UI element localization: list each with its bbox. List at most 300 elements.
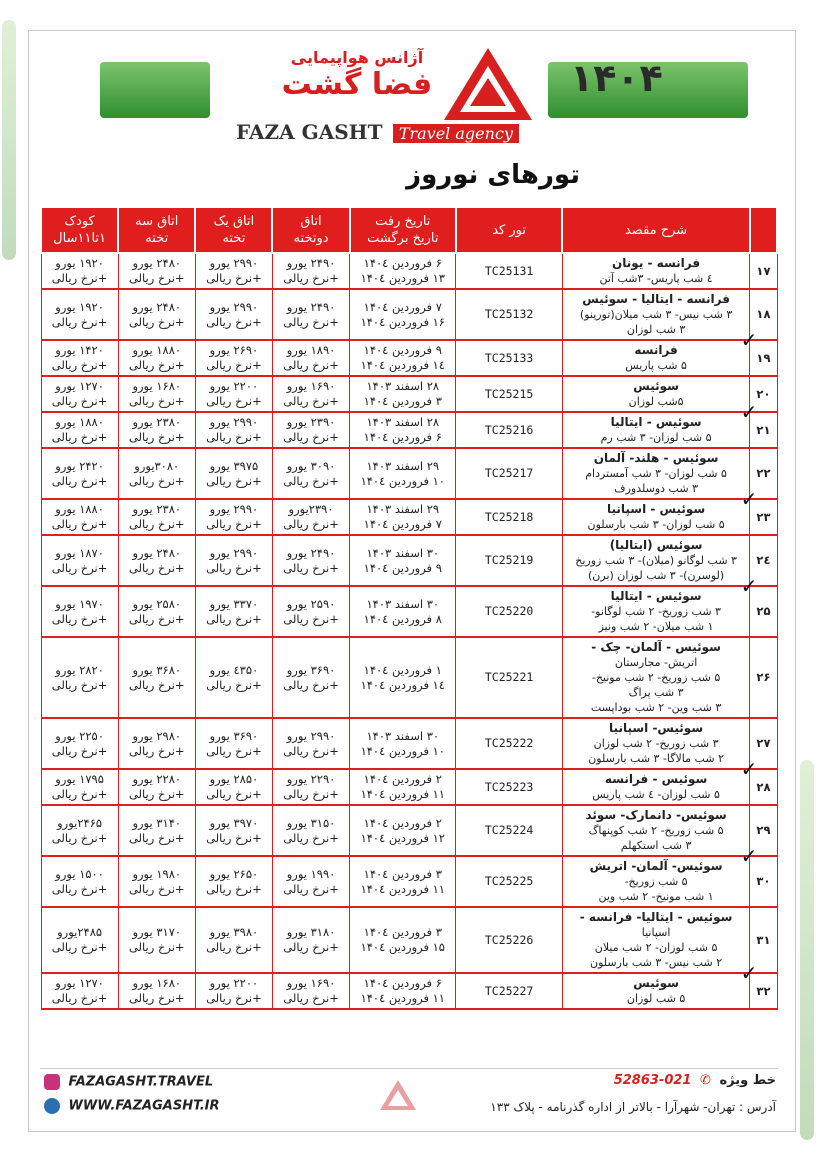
price-child-rial: +نرخ ریالی xyxy=(51,358,108,372)
brand-name-fa: فضا گشت xyxy=(281,67,433,102)
price-triple xyxy=(118,973,195,1009)
table-row[interactable] xyxy=(41,253,777,289)
price-single-rial: +نرخ ریالی xyxy=(206,430,262,444)
table-row[interactable] xyxy=(41,535,777,586)
price-double-euro: ۲۳۹۰ یورو xyxy=(286,415,336,429)
price-single-euro: ۳۳۷۰ یورو xyxy=(209,596,259,611)
footer-divider xyxy=(40,1068,778,1069)
decorative-vine-left xyxy=(2,20,16,260)
price-single xyxy=(195,340,272,376)
price-child xyxy=(41,718,118,769)
destination-detail: ۵ شب زوریخ- ۲ شب مونیخ- xyxy=(591,671,721,684)
row-number-text: ۲۲ xyxy=(756,466,771,480)
dates-cell xyxy=(350,805,456,856)
instagram-link[interactable] xyxy=(44,1074,213,1090)
destination-detail: ۳ شب زوریخ- ۲ شب لوگانو- xyxy=(591,605,721,618)
price-double xyxy=(272,253,349,289)
price-triple-rial: +نرخ ریالی xyxy=(128,560,185,575)
price-double-euro: ۲۴۹۰ یورو xyxy=(286,256,336,270)
price-triple-euro: ۳۱۴۰ یورو xyxy=(132,815,182,830)
price-double xyxy=(272,340,349,376)
destination-title: سوئیس (ایتالیا) xyxy=(609,538,703,552)
price-double-rial: +نرخ ریالی xyxy=(283,430,339,444)
price-triple-euro: ۲۴۸۰ یورو xyxy=(132,545,182,560)
row-number-text: ۲۱ xyxy=(756,422,771,437)
destination-cell xyxy=(562,637,750,718)
price-double xyxy=(272,907,349,973)
row-number-text: ۳۲ xyxy=(756,983,771,998)
dates-cell xyxy=(350,973,456,1009)
price-triple-rial: +نرخ ریالی xyxy=(128,611,185,626)
hotline-number[interactable]: 021-52863 xyxy=(613,1073,692,1088)
price-double-euro: ۲۳۹۰یورو xyxy=(288,502,334,516)
dates-cell xyxy=(350,499,456,535)
tour-code-text: TC25217 xyxy=(484,466,534,480)
price-triple xyxy=(118,535,195,586)
destination-title: سوئیس - ایتالیا- فرانسه - xyxy=(579,910,733,924)
price-single-rial: +نرخ ریالی xyxy=(206,394,262,408)
price-child xyxy=(41,586,118,637)
price-single xyxy=(195,907,272,973)
price-double-rial: +نرخ ریالی xyxy=(283,940,339,954)
price-double-rial: +نرخ ریالی xyxy=(283,830,339,845)
price-child-rial: +نرخ ریالی xyxy=(51,830,108,845)
price-triple xyxy=(118,718,195,769)
tour-code xyxy=(456,340,562,376)
price-triple xyxy=(118,412,195,448)
tour-code xyxy=(456,535,562,586)
price-single-rial: +نرخ ریالی xyxy=(206,830,262,845)
tour-code xyxy=(456,499,562,535)
price-child-rial: +نرخ ریالی xyxy=(51,314,108,329)
tour-code xyxy=(456,805,562,856)
dates-cell xyxy=(350,535,456,586)
price-child-rial: +نرخ ریالی xyxy=(51,560,108,575)
destination-title: سوئیس - هلند- آلمان xyxy=(593,451,719,465)
return-date: ۷ فروردین ۱۴۰٤ xyxy=(363,517,442,531)
decorative-vine-right xyxy=(800,760,814,1140)
tour-code-text: TC25227 xyxy=(484,983,534,998)
price-double xyxy=(272,769,349,805)
price-double-euro: ۱۶۹۰ یورو xyxy=(286,976,336,990)
price-double-euro: ۱۸۹۰ یورو xyxy=(286,343,336,357)
price-triple-rial: +نرخ ریالی xyxy=(128,394,185,408)
header-double-room: اتاق دوتخته xyxy=(272,207,349,253)
destination-detail: ۵ شب زوریخ- ۲ شب کوپنهاگ xyxy=(588,824,724,837)
row-number-text: ۲۹ xyxy=(756,823,771,837)
destination-title: سوئیس- آلمان- اتریش xyxy=(589,859,723,873)
price-single-rial: +نرخ ریالی xyxy=(206,517,262,531)
price-triple-euro: ۱۶۸۰ یورو xyxy=(132,379,182,393)
brand-name-en-row xyxy=(236,120,519,144)
price-single-rial: +نرخ ریالی xyxy=(206,881,262,896)
return-date: ۱۱ فروردین ۱۴۰٤ xyxy=(360,881,445,896)
tour-code xyxy=(456,907,562,973)
destination-title: سوئیس - ایتالیا xyxy=(610,589,702,603)
tour-code-text: TC25215 xyxy=(484,386,534,401)
row-number-text: ۲٤ xyxy=(756,553,771,567)
price-double-rial: +نرخ ریالی xyxy=(283,991,339,1005)
row-number-text: ۲۷ xyxy=(756,736,771,750)
price-single-rial: +نرخ ریالی xyxy=(206,314,262,329)
tour-code xyxy=(456,253,562,289)
price-single-rial: +نرخ ریالی xyxy=(206,611,262,626)
footer-logo-icon xyxy=(378,1078,418,1112)
destination-cell xyxy=(562,253,750,289)
price-double-euro: ۳۱۵۰ یورو xyxy=(286,815,336,830)
price-double xyxy=(272,376,349,412)
price-child xyxy=(41,637,118,718)
price-child-rial: +نرخ ریالی xyxy=(51,940,108,954)
table-body xyxy=(41,253,777,1009)
destination-detail: ۵ شب پاریس xyxy=(625,359,687,372)
destination-cell xyxy=(562,400,758,448)
price-child-euro: ۲۴۸۵یورو xyxy=(57,925,103,939)
destination-detail: (لوسرن)- ۳ شب لوزان (برن) xyxy=(588,569,725,582)
price-child xyxy=(41,805,118,856)
header-single-room: اتاق یک تخته xyxy=(195,207,272,253)
price-child-euro: ۲۴۶۵یورو xyxy=(57,815,103,830)
table-row[interactable] xyxy=(41,289,777,340)
destination-cell xyxy=(562,535,750,586)
destination-detail: اتریش- مجارستان xyxy=(614,656,698,669)
price-child-rial: +نرخ ریالی xyxy=(51,271,108,285)
price-double-rial: +نرخ ریالی xyxy=(283,881,339,896)
price-triple xyxy=(118,856,195,907)
table-row[interactable] xyxy=(41,637,777,718)
price-single-euro: ۲۹۹۰ یورو xyxy=(209,415,259,429)
departure-date: ۳۰ اسفند ۱۴۰۳ xyxy=(366,596,440,611)
price-child-rial: +نرخ ریالی xyxy=(51,473,108,488)
price-double xyxy=(272,805,349,856)
header-description: شرح مقصد xyxy=(562,207,750,253)
tour-code xyxy=(456,412,562,448)
price-child xyxy=(41,499,118,535)
tour-code-text: TC25219 xyxy=(484,553,534,567)
price-child-euro: ۱۲۷۰ یورو xyxy=(55,379,104,393)
price-double xyxy=(272,289,349,340)
table-row[interactable] xyxy=(41,769,777,805)
globe-icon xyxy=(44,1098,60,1114)
departure-date: ۳ فروردین ۱۴۰٤ xyxy=(363,925,442,939)
price-single xyxy=(195,718,272,769)
destination-detail: ۵ شب زوریخ- xyxy=(624,875,688,888)
price-single xyxy=(195,637,272,718)
price-triple xyxy=(118,253,195,289)
price-double-rial: +نرخ ریالی xyxy=(283,677,339,692)
departure-date: ۳۰ اسفند ۱۴۰۳ xyxy=(366,728,440,743)
destination-cell xyxy=(562,718,750,769)
destination-detail: ۲ شب مالاگا- ۳ شب بارسلون xyxy=(588,752,724,765)
header-dates: تاریخ رفت تاریخ برگشت xyxy=(350,207,456,253)
price-double-rial: +نرخ ریالی xyxy=(283,560,339,575)
price-single-rial: +نرخ ریالی xyxy=(206,940,262,954)
brand-title xyxy=(278,48,436,103)
price-triple-rial: +نرخ ریالی xyxy=(128,991,185,1005)
price-single-euro: ۳۹۷۵ یورو xyxy=(209,458,259,473)
destination-cell xyxy=(562,907,750,973)
price-child-rial: +نرخ ریالی xyxy=(51,394,108,408)
price-child-rial: +نرخ ریالی xyxy=(51,517,108,531)
price-triple-euro: ۲۴۸۰ یورو xyxy=(132,256,182,270)
table-row[interactable] xyxy=(41,448,777,499)
destination-title: سوئیس- دانمارک- سوئد xyxy=(585,808,727,822)
table-row[interactable] xyxy=(41,907,777,973)
destination-cell xyxy=(562,376,750,412)
price-double xyxy=(272,637,349,718)
price-single-rial: +نرخ ریالی xyxy=(206,787,262,801)
return-date: ۱۱ فروردین ۱۴۰٤ xyxy=(360,991,445,1005)
departure-date: ۱ فروردین ۱۴۰٤ xyxy=(363,662,442,677)
price-triple-euro: ۲۴۸۰ یورو xyxy=(132,299,182,314)
departure-date: ۲۹ اسفند ۱۴۰۳ xyxy=(366,502,440,516)
price-double-rial: +نرخ ریالی xyxy=(283,517,339,531)
price-child xyxy=(41,412,118,448)
return-date: ۱٤ فروردین ۱۴۰٤ xyxy=(360,677,445,692)
price-child-euro: ۱۵۰۰ یورو xyxy=(55,866,104,881)
price-double-euro: ۲۲۹۰ یورو xyxy=(286,772,336,786)
table-row[interactable] xyxy=(41,718,777,769)
price-double-euro: ۱۶۹۰ یورو xyxy=(286,379,336,393)
row-number-text: ۳۰ xyxy=(756,874,771,888)
price-double-rial: +نرخ ریالی xyxy=(283,611,339,626)
price-single xyxy=(195,289,272,340)
tour-code-text: TC25220 xyxy=(484,604,534,618)
price-triple-rial: +نرخ ریالی xyxy=(128,881,185,896)
price-triple xyxy=(118,499,195,535)
row-number-text: ۱۸ xyxy=(756,307,771,321)
price-child-rial: +نرخ ریالی xyxy=(51,881,108,896)
price-triple-rial: +نرخ ریالی xyxy=(128,677,185,692)
table-row[interactable] xyxy=(41,805,777,856)
destination-title: سوئیس - ایتالیا xyxy=(610,415,702,429)
nowruz-sabzeh-left xyxy=(100,62,210,118)
row-number-text: ۲۶ xyxy=(756,670,771,684)
price-triple xyxy=(118,907,195,973)
departure-date: ۲ فروردین ۱۴۰٤ xyxy=(363,815,442,830)
price-child xyxy=(41,907,118,973)
tour-code-text: TC25225 xyxy=(484,874,534,888)
price-triple xyxy=(118,769,195,805)
table-row[interactable] xyxy=(41,340,777,376)
row-number xyxy=(750,637,777,718)
instagram-handle: FAZAGASHT.TRAVEL xyxy=(68,1074,214,1090)
table-row[interactable] xyxy=(41,973,777,1009)
price-child-euro: ۱۹۷۰ یورو xyxy=(55,596,104,611)
price-child-euro: ۲۸۲۰ یورو xyxy=(55,662,104,677)
return-date: ۱۵ فروردین ۱۴۰٤ xyxy=(360,940,445,954)
price-double-euro: ۳۱۸۰ یورو xyxy=(286,925,336,939)
price-triple-euro: ۳۰۸۰یورو xyxy=(134,458,180,473)
price-double-euro: ۲۵۹۰ یورو xyxy=(286,596,336,611)
row-number-text: ۳۱ xyxy=(756,932,771,947)
price-double xyxy=(272,718,349,769)
check-icon: ✓ xyxy=(740,487,758,511)
tour-code xyxy=(456,718,562,769)
price-single-euro: ۲۹۹۰ یورو xyxy=(209,299,259,314)
price-double-euro: ۱۹۹۰ یورو xyxy=(286,866,336,881)
tour-code-text: TC25221 xyxy=(484,670,534,684)
tour-code-text: TC25131 xyxy=(484,263,534,278)
phone-icon: ✆ xyxy=(700,1073,711,1088)
price-single xyxy=(195,856,272,907)
destination-detail: اسپانیا xyxy=(641,926,671,939)
destination-title: سوئیس xyxy=(633,379,679,393)
tour-code-text: TC25224 xyxy=(484,823,534,837)
price-single xyxy=(195,499,272,535)
tour-code-text: TC25132 xyxy=(484,307,534,321)
departure-date: ۶ فروردین ۱۴۰٤ xyxy=(363,976,442,990)
price-triple-euro: ۲۳۸۰ یورو xyxy=(132,502,182,516)
destination-cell xyxy=(562,805,750,856)
dates-cell xyxy=(350,769,456,805)
price-child-rial: +نرخ ریالی xyxy=(51,430,108,444)
price-triple-euro: ۱۶۸۰ یورو xyxy=(132,976,182,990)
price-triple xyxy=(118,376,195,412)
price-single-euro: ۲۹۹۰ یورو xyxy=(209,545,259,560)
price-double-rial: +نرخ ریالی xyxy=(283,394,339,408)
tour-code xyxy=(456,289,562,340)
destination-detail: ۳ شب دوسلدورف xyxy=(614,482,698,495)
price-triple xyxy=(118,805,195,856)
destination-detail: ٤ شب پاریس- ۳شب آتن xyxy=(599,272,713,285)
price-triple xyxy=(118,637,195,718)
price-triple-euro: ۲۳۸۰ یورو xyxy=(132,415,182,429)
return-date: ۱۱ فروردین ۱۴۰٤ xyxy=(360,787,445,801)
price-single-euro: ۳۹۸۰ یورو xyxy=(209,925,259,939)
dates-cell xyxy=(350,856,456,907)
tour-code xyxy=(456,376,562,412)
dates-cell xyxy=(350,253,456,289)
price-child-rial: +نرخ ریالی xyxy=(51,611,108,626)
price-child-rial: +نرخ ریالی xyxy=(51,677,108,692)
price-triple xyxy=(118,289,195,340)
price-double-rial: +نرخ ریالی xyxy=(283,787,339,801)
return-date: ۱۰ فروردین ۱۴۰٤ xyxy=(360,473,445,488)
price-single-euro: ۲۹۹۰ یورو xyxy=(209,256,259,270)
price-child-euro: ۲۲۵۰ یورو xyxy=(55,728,104,743)
price-single xyxy=(195,769,272,805)
price-double-rial: +نرخ ریالی xyxy=(283,358,339,372)
departure-date: ۳۰ اسفند ۱۴۰۳ xyxy=(366,545,440,560)
price-single xyxy=(195,376,272,412)
table-header-row xyxy=(41,207,777,253)
price-double xyxy=(272,535,349,586)
year-label: ۱۴۰۴ xyxy=(570,56,663,100)
price-child-rial: +نرخ ریالی xyxy=(51,991,108,1005)
destination-detail: ۱ شب میلان- ۲ شب ونیز xyxy=(598,620,714,633)
hotline xyxy=(614,1073,776,1088)
price-child-euro: ۱۹۲۰ یورو xyxy=(55,256,104,270)
destination-detail: ۵ شب لوزان- ۳ شب رم xyxy=(600,431,712,444)
table-row[interactable] xyxy=(41,412,777,448)
departure-date: ۷ فروردین ۱۴۰٤ xyxy=(363,299,442,314)
price-double xyxy=(272,856,349,907)
price-single-euro: ۲۶۵۰ یورو xyxy=(209,866,259,881)
price-double-euro: ۳۶۹۰ یورو xyxy=(286,662,336,677)
return-date: ۱۳ فروردین ۱۴۰٤ xyxy=(360,271,445,285)
destination-title: فرانسه xyxy=(634,343,678,357)
price-child-rial: +نرخ ریالی xyxy=(51,743,108,758)
instagram-icon xyxy=(44,1074,60,1090)
price-triple-rial: +نرخ ریالی xyxy=(128,430,185,444)
return-date: ۱۰ فروردین ۱۴۰٤ xyxy=(360,743,445,758)
price-single-euro: ۲۲۰۰ یورو xyxy=(209,976,259,990)
price-triple-rial: +نرخ ریالی xyxy=(128,517,185,531)
price-child xyxy=(41,340,118,376)
price-single-rial: +نرخ ریالی xyxy=(206,743,262,758)
row-number-text: ۲۸ xyxy=(756,779,771,794)
price-triple-euro: ۱۸۸۰ یورو xyxy=(132,343,182,357)
price-single-euro: ۳۶۹۰ یورو xyxy=(209,728,259,743)
tour-code xyxy=(456,973,562,1009)
header-num xyxy=(750,207,777,253)
price-triple-rial: +نرخ ریالی xyxy=(128,787,185,801)
check-icon: ✓ xyxy=(740,844,758,868)
price-double-rial: +نرخ ریالی xyxy=(283,314,339,329)
table-row[interactable] xyxy=(41,856,777,907)
price-single xyxy=(195,448,272,499)
dates-cell xyxy=(350,289,456,340)
table-row[interactable] xyxy=(41,586,777,637)
price-double-euro: ۲۴۹۰ یورو xyxy=(286,299,336,314)
destination-detail: ۳ شب لوزان xyxy=(626,323,686,336)
price-child-rial: +نرخ ریالی xyxy=(51,787,108,801)
tour-code xyxy=(456,637,562,718)
return-date: ۶ فروردین ۱۴۰٤ xyxy=(363,430,442,444)
row-number-text: ۲۰ xyxy=(756,386,771,401)
brand-logo-icon xyxy=(440,44,536,124)
table-row[interactable] xyxy=(41,376,777,412)
return-date: ۹ فروردین ۱۴۰٤ xyxy=(363,560,442,575)
return-date: ۸ فروردین ۱۴۰٤ xyxy=(363,611,442,626)
price-triple-rial: +نرخ ریالی xyxy=(128,830,185,845)
departure-date: ۲۹ اسفند ۱۴۰۳ xyxy=(366,458,440,473)
price-triple-euro: ۲۹۸۰ یورو xyxy=(132,728,182,743)
page-title: تورهای نوروز xyxy=(406,160,580,190)
departure-date: ۲۸ اسفند ۱۴۰۳ xyxy=(366,415,440,429)
price-double-euro: ۲۹۹۰ یورو xyxy=(286,728,336,743)
brand-name-top: آژانس هواپیمایی xyxy=(290,48,424,67)
dates-cell xyxy=(350,718,456,769)
table-row[interactable] xyxy=(41,499,777,535)
destination-cell xyxy=(562,448,750,499)
destination-detail: ۵ شب لوزان- ۳ شب آمستردام xyxy=(585,467,727,480)
website-url: WWW.FAZAGASHT.IR xyxy=(68,1098,220,1114)
price-child xyxy=(41,535,118,586)
website-link[interactable] xyxy=(44,1098,220,1114)
destination-title: فرانسه - ایتالیا - سوئیس xyxy=(582,292,730,306)
price-single-rial: +نرخ ریالی xyxy=(206,560,262,575)
destination-detail: ۲ شب نیس- ۳ شب بارسلون xyxy=(590,956,723,969)
dates-cell xyxy=(350,340,456,376)
check-icon: ✓ xyxy=(740,757,758,781)
price-triple-euro: ۳۱۷۰ یورو xyxy=(132,925,182,939)
check-icon: ✓ xyxy=(740,400,758,424)
price-child-euro: ۱۲۷۰ یورو xyxy=(55,976,104,990)
price-double-euro: ۳۰۹۰ یورو xyxy=(286,458,336,473)
price-double xyxy=(272,973,349,1009)
return-date: ۳ فروردین ۱۴۰٤ xyxy=(363,394,442,408)
price-single xyxy=(195,805,272,856)
dates-cell xyxy=(350,448,456,499)
address: آدرس : تهران- شهرآرا - بالاتر از اداره گذرنامه - پلاک ۱۳۳ xyxy=(490,1100,776,1114)
check-icon: ✓ xyxy=(740,328,758,352)
price-child-euro: ۱۷۹۵ یورو xyxy=(55,772,104,786)
check-icon: ✓ xyxy=(740,574,758,598)
destination-detail: ۵ شب لوزان xyxy=(626,992,686,1005)
dates-cell xyxy=(350,637,456,718)
